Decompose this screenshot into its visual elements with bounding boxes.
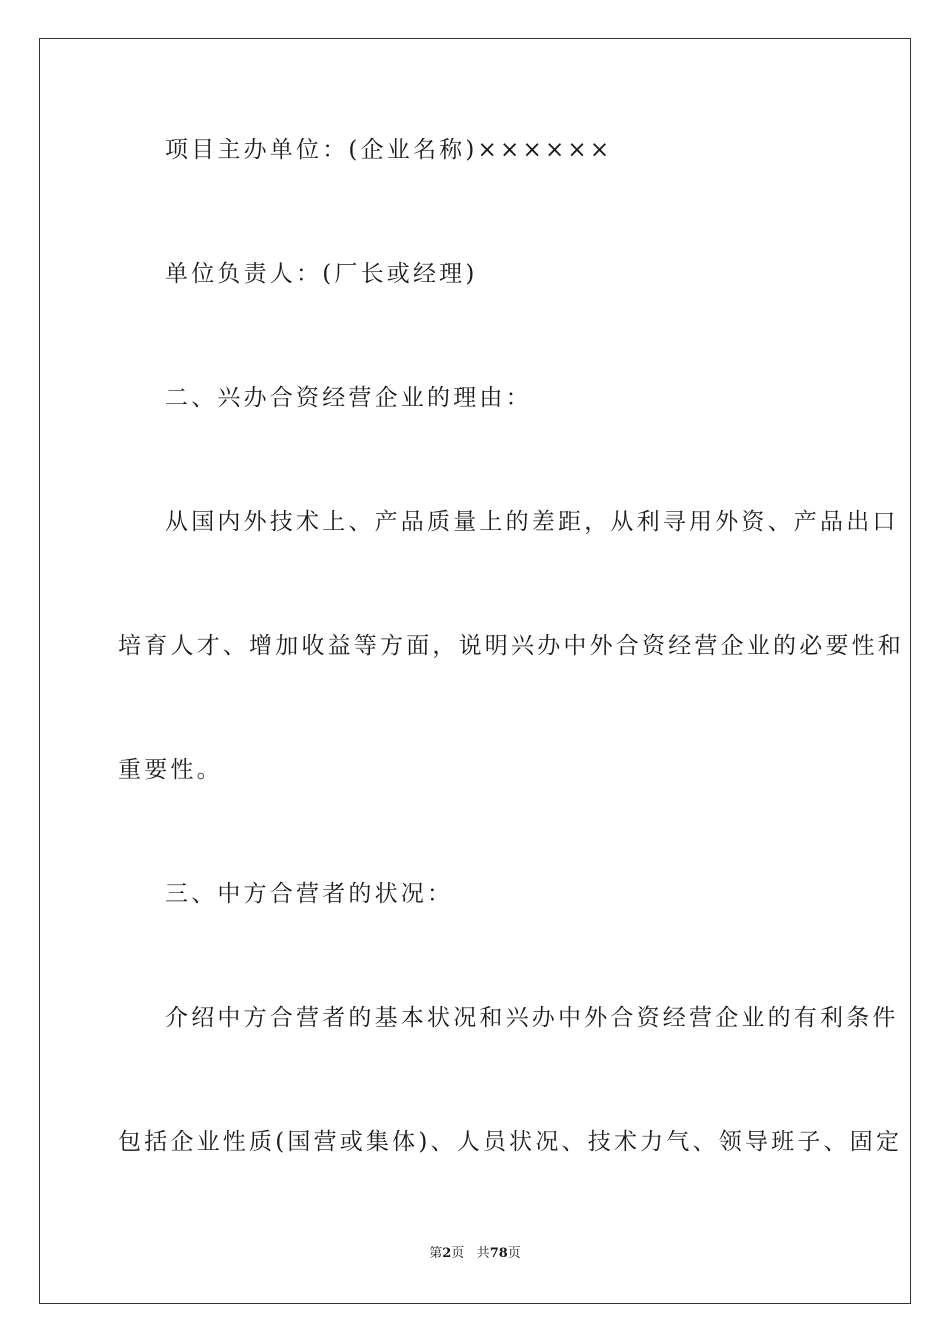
line-sponsor-unit: 项目主办单位：(企业名称)×××××× bbox=[165, 137, 613, 163]
footer-total-pages: 78 bbox=[489, 1246, 508, 1261]
footer-current-page: 2 bbox=[442, 1246, 452, 1261]
footer-prefix: 第 bbox=[429, 1246, 443, 1261]
line-unit-head: 单位负责人：(厂长或经理) bbox=[165, 261, 478, 287]
paragraph-reason-line-1: 从国内外技术上、产品质量上的差距，从利寻用外资、产品出口 bbox=[165, 509, 899, 535]
footer-total-suffix: 页 bbox=[507, 1246, 521, 1261]
paragraph-reason-line-2: 培育人才、增加收益等方面，说明兴办中外合资经营企业的必要性和 bbox=[118, 633, 904, 659]
paragraph-reason-line-3: 重要性。 bbox=[118, 757, 223, 783]
page-border bbox=[39, 38, 911, 1304]
footer-page-suffix: 页 bbox=[451, 1246, 465, 1261]
page-footer bbox=[0, 1245, 950, 1263]
paragraph-partner-line-1: 介绍中方合营者的基本状况和兴办中外合资经营企业的有利条件 bbox=[165, 1005, 899, 1031]
heading-section-three: 三、中方合营者的状况： bbox=[165, 881, 454, 907]
heading-section-two: 二、兴办合资经营企业的理由： bbox=[165, 385, 532, 411]
paragraph-partner-line-2: 包括企业性质(国营或集体)、人员状况、技术力气、领导班子、固定 bbox=[118, 1129, 903, 1155]
footer-total-prefix: 共 bbox=[476, 1246, 490, 1261]
